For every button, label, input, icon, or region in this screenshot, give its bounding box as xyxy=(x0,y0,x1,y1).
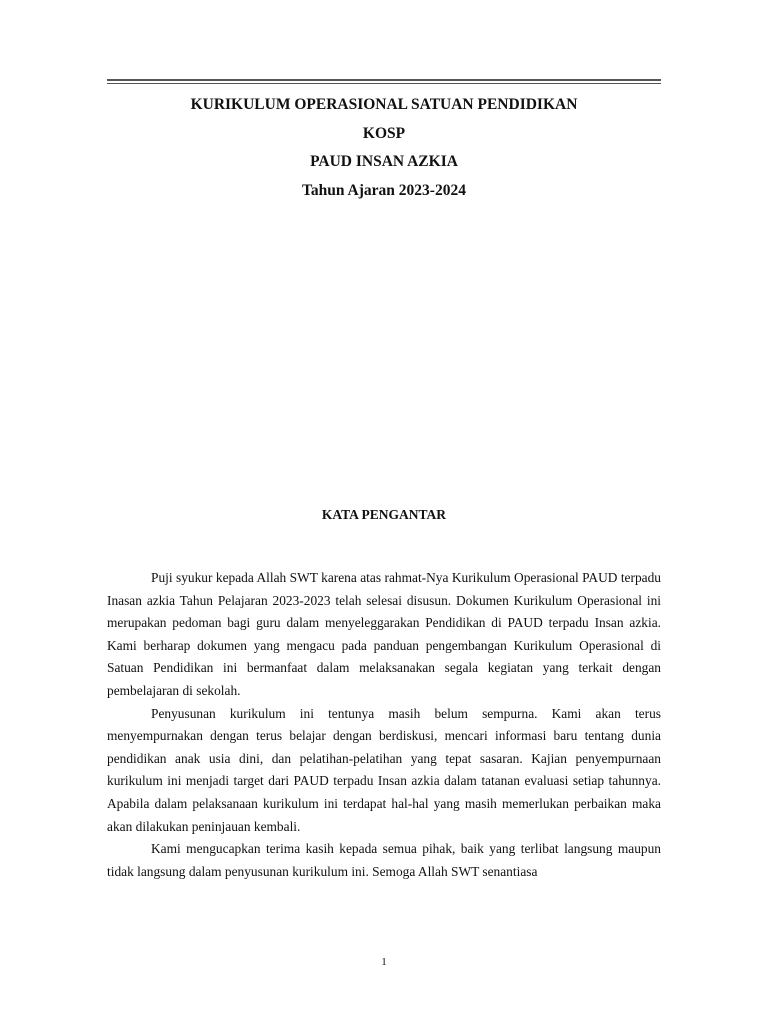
document-abbreviation: KOSP xyxy=(362,124,406,142)
section-heading: KATA PENGANTAR xyxy=(321,507,447,522)
title-block xyxy=(107,91,661,205)
body-text xyxy=(107,567,661,883)
institution-name: PAUD INSAN AZKIA xyxy=(310,153,458,170)
paragraph: Kami mengucapkan terima kasih kepada semua pihak, baik yang terlibat langsung maupun tidak langsung dalam penyusunan kurikulum ini. Semoga Allah SWT senantiasa xyxy=(107,841,661,879)
paragraph: Puji syukur kepada Allah SWT karena atas rahmat-Nya Kurikulum Operasional PAUD terpadu Inasan azkia Tahun Pelajaran 2023-2023 telah selesai disusun. Dokumen Kurikulum Operasional ini merupakan pedoman bagi guru dalam menyeleggarakan Pendidikan di PAUD terpadu Insan azkia. Kami berharap dokumen yang mengacu pada panduan pengembangan Kurikulum Operasional di Satuan Pendidikan ini bermanfaat dalam melaksanakan segala kegiatan yang terkait dengan pembelajaran di sekolah. xyxy=(107,570,661,698)
page-number: 1 xyxy=(381,956,387,968)
document-title: KURIKULUM OPERASIONAL SATUAN PENDIDIKAN xyxy=(190,96,578,113)
academic-year: Tahun Ajaran 2023-2024 xyxy=(302,181,466,199)
header-rule xyxy=(107,79,661,84)
paragraph: Penyusunan kurikulum ini tentunya masih belum sempurna. Kami akan terus menyempurnakan dengan terus belajar dengan berdiskusi, mencari informasi baru tentang dunia pendidikan anak usia dini, dan pelatihan-pelatihan yang tepat sasaran. Kajian penyempurnaan kurikulum ini menjadi target dari PAUD terpadu Insan azkia dalam tatanan evaluasi setiap tahunnya. Apabila dalam pelaksanaan kurikulum ini terdapat hal-hal yang masih memerlukan perbaikan maka akan dilakukan peninjauan kembali. xyxy=(107,705,661,834)
